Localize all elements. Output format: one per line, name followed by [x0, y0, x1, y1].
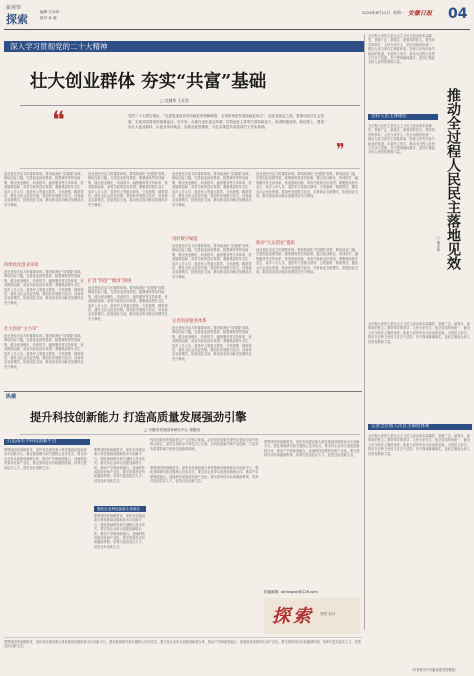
banner [4, 41, 364, 52]
side-article-headline: 推动全过程人民民主落地见效 [445, 88, 461, 270]
article1-byline: □ 沈健华 王亚君 [160, 98, 189, 103]
article2-tail: 要围绕国家战略需求，加快布局建设重大科技基础设施和高水平创新平台，强化基础研究和关键核心技术攻关。要支持企业牵头组建创新联合体，推动产学研深度融合，加速科技成果转化和产业化。要完善科技评价和激励机制，培养引进高层次人才，营造良好创新生态。 [4, 640, 361, 649]
article2-col-1: 要围绕国家战略需求，加快布局建设重大科技基础设施和高水平创新平台，强化基础研究和关键核心技术攻关。要支持企业牵头组建创新联合体，推动产学研深度融合，加速科技成果转化和产业化。要完善科技评价和激励机制，培养引进高层次人才，营造良好创新生态。 [4, 448, 87, 470]
weekday: 星期一 [393, 10, 405, 15]
quote-mark-close: ❝ [336, 133, 345, 152]
article1-subhead-5: 推动“大众创业”提质 [256, 241, 295, 246]
section-name: 探索 [6, 13, 28, 26]
headline-underline [20, 105, 360, 106]
article2-col-2: 要围绕国家战略需求，加快布局建设重大科技基础设施和高水平创新平台，强化基础研究和关键核心技术攻关。要支持企业牵头组建创新联合体，推动产学研深度融合，加速科技成果转化和产业化。要完善科技评价和激励机制，培养引进高层次人才，营造良好创新生态。 [94, 448, 145, 483]
article1-col-4b: 创业是经济活力的重要体现。要持续深化“放管服”改革，降低创业门槛，完善创业担保贷款、税费减免等扶持政策，健全创业孵化、培训指导、融资服务等支持体系，营造鼓励创新、宽容失败的良好氛围。要聚焦高校毕业生、返乡入乡人员、退役军人等重点群体，分类施策、精准帮扶，激发全社会创业热情。要加快发展数字经济，培育新业态新模式，拓展创业空间，推动创业带动就业倍增效应充分释放。 [256, 248, 359, 275]
side-article-col-b: 全过程人民民主是社会主义民主政治的本质属性，是最广泛、最真实、最管用的民主。要坚持党的领导、人民当家作主、依法治国有机统一，健全人民当家作主制度体系，拓宽人民有序参与政治的渠道，丰富民主形式，推动全过程人民民主在各个层面、各个领域落地落实，更好汇聚起全体人民的智慧和力量。 [368, 322, 470, 344]
article1-col-3b: 创业是经济活力的重要体现。要持续深化“放管服”改革，降低创业门槛，完善创业担保贷款、税费减免等扶持政策，健全创业孵化、培训指导、融资服务等支持体系，营造鼓励创新、宽容失败的良好氛围。要聚焦高校毕业生、返乡入乡人员、退役军人等重点群体，分类施策、精准帮扶，激发全社会创业热情。要加快发展数字经济，培育新业态新模式，拓展创业空间，推动创业带动就业倍增效应充分释放。 [172, 244, 252, 279]
article1-col-3c: 创业是经济活力的重要体现。要持续深化“放管服”改革，降低创业门槛，完善创业担保贷款、税费减免等扶持政策，健全创业孵化、培训指导、融资服务等支持体系，营造鼓励创新、宽容失败的良好氛围。要聚焦高校毕业生、返乡入乡人员、退役军人等重点群体，分类施策、精准帮扶，激发全社会创业热情。要加快发展数字经济，培育新业态新模式，拓展创业空间，推动创业带动就业倍增效应充分释放。 [172, 326, 252, 361]
paper-name: 安徽日报 [408, 10, 433, 17]
side-article-subhead-2: 完善全过程人民民主制度体系 [368, 424, 472, 430]
article1-col-4: 创业是经济活力的重要体现。要持续深化“放管服”改革，降低创业门槛，完善创业担保贷款、税费减免等扶持政策，健全创业孵化、培训指导、融资服务等支持体系，营造鼓励创新、宽容失败的良好氛围。要聚焦高校毕业生、返乡入乡人员、退役军人等重点群体，分类施策、精准帮扶，激发全社会创业热情。要加快发展数字经济，培育新业态新模式，拓展创业空间，推动创业带动就业倍增效应充分释放。 [256, 172, 359, 199]
footer-logo-box [264, 598, 360, 634]
side-article-subhead-1: 坚持人民主体地位 [368, 114, 438, 120]
section-tag: 新观察 [6, 5, 22, 11]
article1-col-2b: 创业是经济活力的重要体现。要持续深化“放管服”改革，降低创业门槛，完善创业担保贷款、税费减免等扶持政策，健全创业孵化、培训指导、融资服务等支持体系，营造鼓励创新、宽容失败的良好氛围。要聚焦高校毕业生、返乡入乡人员、退役军人等重点群体，分类施策、精准帮扶，激发全社会创业热情。要加快发展数字经济，培育新业态新模式，拓展创业空间，推动创业带动就业倍增效应充分释放。 [88, 286, 168, 321]
masthead-rule [4, 29, 470, 30]
article1-subhead-2: 壮大创业“主力军” [4, 327, 39, 332]
lead-underline [20, 168, 360, 169]
column-tag-bar [4, 391, 362, 400]
side-article-col-c: 全过程人民民主是社会主义民主政治的本质属性，是最广泛、最真实、最管用的民主。要坚持党的领导、人民当家作主、依法治国有机统一，健全人民当家作主制度体系，拓宽人民有序参与政治的渠道，丰富民主形式，推动全过程人民民主在各个层面、各个领域落地落实，更好汇聚起全体人民的智慧和力量。 [368, 434, 470, 456]
side-article-top-text: 全过程人民民主是社会主义民主政治的本质属性，是最广泛、最真实、最管用的民主。要坚持党的领导、人民当家作主、依法治国有机统一，健全人民当家作主制度体系，拓宽人民有序参与政治的渠道，丰富民主形式，推动全过程人民民主在各个层面、各个领域落地落实，更好汇聚起全体人民的智慧和力量。 [368, 34, 435, 65]
footer-email [264, 590, 318, 595]
article2-subhead-1: 打造高水平科技创新平台 [4, 439, 90, 445]
column-divider-main [364, 34, 365, 630]
email-address: ahrbxglsb@126.com [280, 590, 318, 594]
side-article-byline: □ 胡宏伟 [436, 236, 440, 252]
article1-col-1: 创业是经济活力的重要体现。要持续深化“放管服”改革，降低创业门槛，完善创业担保贷款、税费减免等扶持政策，健全创业孵化、培训指导、融资服务等支持体系，营造鼓励创新、宽容失败的良好氛围。要聚焦高校毕业生、返乡入乡人员、退役军人等重点群体，分类施策、精准帮扶，激发全社会创业热情。要加快发展数字经济，培育新业态新模式，拓展创业空间，推动创业带动就业倍增效应充分释放。 [4, 172, 84, 207]
article1-col-2: 创业是经济活力的重要体现。要持续深化“放管服”改革，降低创业门槛，完善创业担保贷款、税费减免等扶持政策，健全创业孵化、培训指导、融资服务等支持体系，营造鼓励创新、宽容失败的良好氛围。要聚焦高校毕业生、返乡入乡人员、退役军人等重点群体，分类施策、精准帮扶，激发全社会创业热情。要加快发展数字经济，培育新业态新模式，拓展创业空间，推动创业带动就业倍增效应充分释放。 [88, 172, 168, 207]
article2-lead: 科技创新是发展新质生产力的核心要素。必须坚持创新在现代化建设全局中的核心地位，加快实现高水平科技自立自强，以科技创新引领产业创新，打造具有重要影响力的科技创新策源地。 [150, 438, 259, 451]
article2-col-3: 要围绕国家战略需求，加快布局建设重大科技基础设施和高水平创新平台，强化基础研究和关键核心技术攻关。要支持企业牵头组建创新联合体，推动产学研深度融合，加速科技成果转化和产业化。要完善科技评价和激励机制，培养引进高层次人才，营造良好创新生态。 [150, 466, 259, 484]
article2-subhead-2: 强化企业科技创新主体地位 [94, 506, 146, 512]
article1-col-3: 创业是经济活力的重要体现。要持续深化“放管服”改革，降低创业门槛，完善创业担保贷款、税费减免等扶持政策，健全创业孵化、培训指导、融资服务等支持体系，营造鼓励创新、宽容失败的良好氛围。要聚焦高校毕业生、返乡入乡人员、退役军人等重点群体，分类施策、精准帮扶，激发全社会创业热情。要加快发展数字经济，培育新业态新模式，拓展创业空间，推动创业带动就业倍增效应充分释放。 [172, 172, 252, 207]
article2-underline [20, 434, 360, 435]
side-article-col-a: 全过程人民民主是社会主义民主政治的本质属性，是最广泛、最真实、最管用的民主。要坚持党的领导、人民当家作主、依法治国有机统一，健全人民当家作主制度体系，拓宽人民有序参与政治的渠道，丰富民主形式，推动全过程人民民主在各个层面、各个领域落地落实，更好汇聚起全体人民的智慧和力量。 [368, 124, 435, 155]
page-number: 04 [448, 6, 468, 22]
quote-mark: ❝ [52, 106, 65, 134]
article1-col-1c: 创业是经济活力的重要体现。要持续深化“放管服”改革，降低创业门槛，完善创业担保贷款、税费减免等扶持政策，健全创业孵化、培训指导、融资服务等支持体系，营造鼓励创新、宽容失败的良好氛围。要聚焦高校毕业生、返乡入乡人员、退役军人等重点群体，分类施策、精准帮扶，激发全社会创业热情。要加快发展数字经济，培育新业态新模式，拓展创业空间，推动创业带动就业倍增效应充分释放。 [4, 334, 84, 369]
banner-text: 深入学习贯彻党的二十大精神 [10, 42, 108, 51]
article1-subhead-4: 用好数字赋能 [172, 237, 198, 242]
article1-lead: 党的二十大报告指出，“完善促进创业带动就业的保障制度，支持和规范发展新就业形态”。创业是就业之源，是推动经济社会发展、实现共同富裕的重要途径。近年来，各地在优化创业环境、扶持创业主体等方面持续发力，取得积极成效。新征程上，要进一步壮大创业群体，以创业带动就业，以就业促进增收，为扎实推进共同富裕打下坚实基础。 [128, 114, 328, 130]
footer-logo-sub: 观察 如月 [320, 612, 336, 616]
footer-logo: 探索 [272, 606, 314, 627]
column-tag: 纵横 [6, 394, 17, 400]
article2-headline: 提升科技创新能力 打造高质量发展强劲引擎 [30, 410, 247, 424]
article2-col-4: 要围绕国家战略需求，加快布局建设重大科技基础设施和高水平创新平台，强化基础研究和关键核心技术攻关。要支持企业牵头组建创新联合体，推动产学研深度融合，加速科技成果转化和产业化。要完善科技评价和激励机制，培养引进高层次人才，营造良好创新生态。 [264, 440, 360, 458]
article1-subhead-3: 扩容“科创”“数创”领域 [88, 279, 132, 284]
article2-col-2b: 要围绕国家战略需求，加快布局建设重大科技基础设施和高水平创新平台，强化基础研究和关键核心技术攻关。要支持企业牵头组建创新联合体，推动产学研深度融合，加速科技成果转化和产业化。要完善科技评价和激励机制，培养引进高层次人才，营造良好创新生态。 [94, 514, 145, 549]
article1-subhead-1: 持续优化创业环境 [4, 263, 39, 268]
article1-subhead-6: 完善创业服务体系 [172, 319, 207, 324]
date: 2024年8月12日 [362, 10, 391, 15]
bottom-rule [4, 637, 362, 638]
article1-headline: 壮大创业群体 夯实“共富”基础 [30, 72, 267, 92]
masthead [0, 0, 474, 30]
editor-line-1: 编辑 庄向荣 [40, 10, 60, 14]
editor-line-2: 校对 孙 敏 [40, 16, 57, 20]
article1-col-1b: 创业是经济活力的重要体现。要持续深化“放管服”改革，降低创业门槛，完善创业担保贷款、税费减免等扶持政策，健全创业孵化、培训指导、融资服务等支持体系，营造鼓励创新、宽容失败的良好氛围。要聚焦高校毕业生、返乡入乡人员、退役军人等重点群体，分类施策、精准帮扶，激发全社会创业热情。要加快发展数字经济，培育新业态新模式，拓展创业空间，推动创业带动就业倍增效应充分释放。 [4, 270, 84, 305]
article2-byline: □ 安徽省发展改革研究中心 课题组 [144, 428, 200, 432]
author-note: （作者系中共安徽省委党校教授） [410, 668, 458, 672]
email-label: 投稿邮箱: [264, 590, 280, 594]
